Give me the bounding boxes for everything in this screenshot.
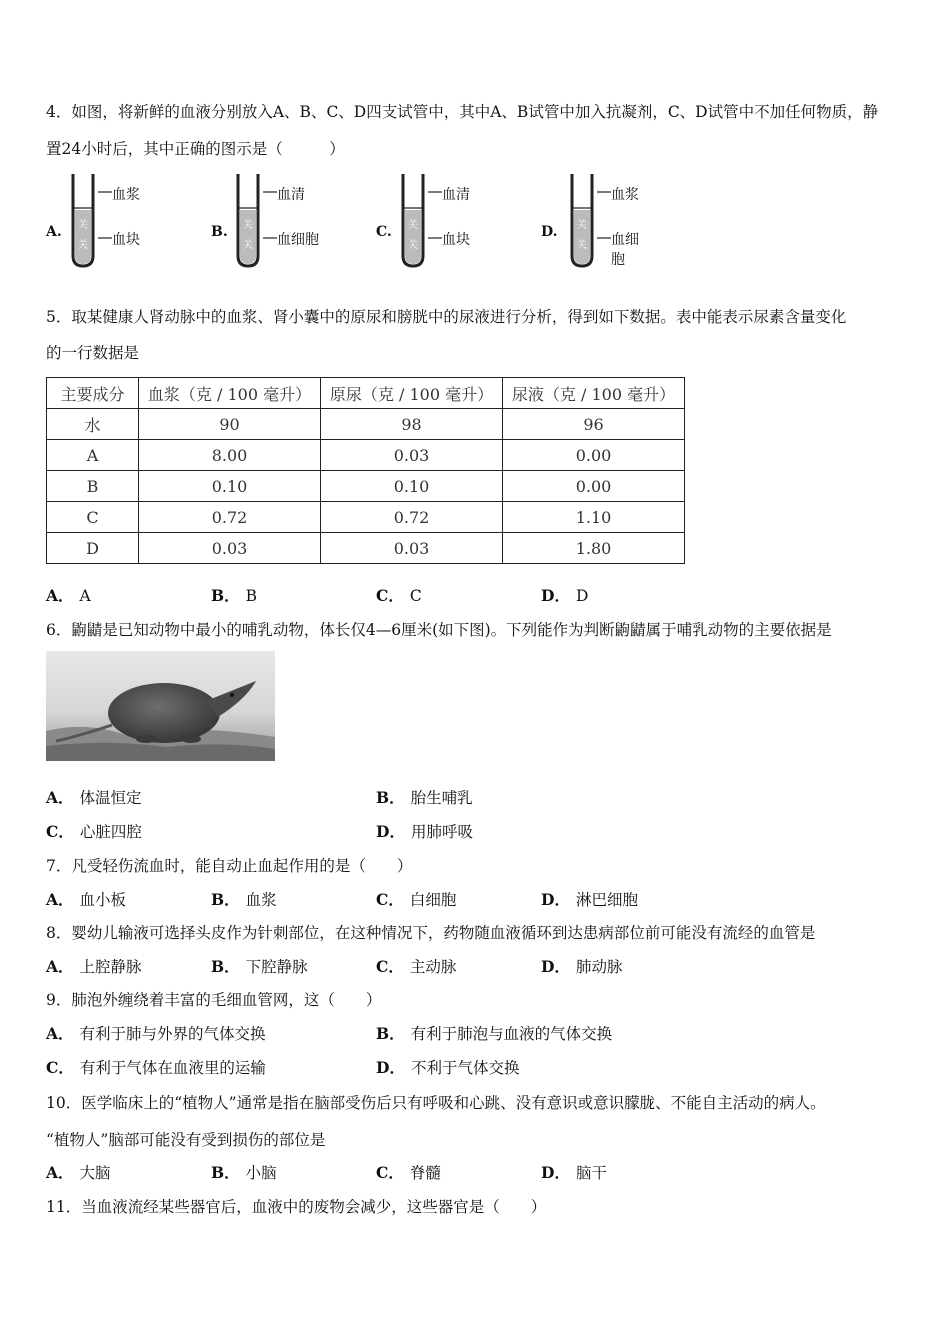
svg-text:关: 关 — [408, 240, 418, 251]
option-letter: D． — [541, 586, 570, 605]
svg-text:关: 关 — [78, 220, 88, 231]
table-row — [47, 440, 685, 471]
table-cell: 0.00 — [503, 440, 685, 471]
q9-option-c[interactable] — [46, 1058, 266, 1078]
table-cell: 1.10 — [503, 502, 685, 533]
option-letter: C． — [376, 890, 404, 909]
q7-option-c[interactable] — [376, 890, 456, 910]
option-text: 脊髓 — [409, 1164, 441, 1182]
q7-option-d[interactable] — [541, 890, 638, 910]
table-cell: 0.10 — [139, 471, 321, 502]
option-text: 心脏四腔 — [79, 823, 142, 841]
test-tube-b-icon — [235, 170, 265, 270]
option-letter: B． — [211, 890, 240, 909]
q10-stem-line1: 10．医学临床上的“植物人”通常是指在脑部受伤后只有呼吸和心跳、没有意识或意识朦胧、不能自主活动的病人。 — [46, 1094, 826, 1112]
svg-text:关: 关 — [408, 220, 418, 231]
table-header-cell: 主要成分 — [47, 378, 139, 409]
q6-option-c[interactable] — [46, 822, 142, 842]
q5-stem-line1: 5．取某健康人肾动脉中的血浆、肾小囊中的原尿和膀胱中的尿液进行分析，得到如下数据。表中能表示尿素含量变化 — [46, 308, 847, 326]
option-letter: C． — [376, 1163, 404, 1182]
option-text: 胎生哺乳 — [410, 789, 473, 807]
q5-option-b[interactable] — [211, 586, 257, 606]
svg-text:关: 关 — [243, 220, 253, 231]
option-text: 主动脉 — [409, 958, 457, 976]
table-cell: 0.03 — [321, 533, 503, 564]
option-letter: B． — [211, 957, 240, 976]
option-letter: D． — [541, 1163, 570, 1182]
q7-option-a[interactable] — [46, 890, 126, 910]
option-text: 有利于肺与外界的气体交换 — [79, 1025, 266, 1043]
q10-option-c[interactable] — [376, 1163, 441, 1183]
option-text: 脑干 — [575, 1164, 607, 1182]
q10-option-d[interactable] — [541, 1163, 607, 1183]
option-text: 下腔静脉 — [245, 958, 308, 976]
svg-text:关: 关 — [78, 240, 88, 251]
table-cell: 0.72 — [139, 502, 321, 533]
table-cell: 90 — [139, 409, 321, 440]
q6-option-b[interactable] — [376, 788, 473, 808]
q4-c-bottom-label: 血块 — [442, 232, 470, 248]
option-letter: D． — [376, 822, 405, 841]
option-text: 血浆 — [245, 891, 277, 909]
q8-option-d[interactable] — [541, 957, 622, 977]
q10-stem-line2: “植物人”脑部可能没有受到损伤的部位是 — [46, 1131, 326, 1149]
q4-d-bottom-label: 血细胞 — [611, 232, 639, 268]
table-header-row — [47, 378, 685, 409]
q6-option-a[interactable] — [46, 788, 142, 808]
q10-option-a[interactable] — [46, 1163, 111, 1183]
q9-option-a[interactable] — [46, 1024, 266, 1044]
test-tube-d-icon — [569, 170, 599, 270]
option-text: 有利于气体在血液里的运输 — [79, 1059, 266, 1077]
option-text: D — [575, 587, 589, 605]
option-text: 用肺呼吸 — [410, 823, 473, 841]
table-cell: B — [47, 471, 139, 502]
q4-stem-line1: 4．如图，将新鲜的血液分别放入A、B、C、D四支试管中，其中A、B试管中加入抗凝剂，C、D试管中不加任何物质，静 — [46, 103, 879, 121]
q4-option-a[interactable] — [46, 168, 156, 268]
q5-option-d[interactable] — [541, 586, 588, 606]
svg-text:关: 关 — [243, 240, 253, 251]
option-letter: D． — [541, 890, 570, 909]
option-letter: D． — [376, 1058, 405, 1077]
q4-b-bottom-label: 血细胞 — [277, 232, 319, 248]
q4-b-top-label: 血清 — [277, 187, 305, 203]
option-text: C — [409, 587, 422, 605]
table-cell: 98 — [321, 409, 503, 440]
option-letter: A． — [46, 957, 74, 976]
q8-option-c[interactable] — [376, 957, 456, 977]
option-text: 体温恒定 — [79, 789, 142, 807]
table-cell: D — [47, 533, 139, 564]
svg-text:关: 关 — [577, 240, 587, 251]
table-row — [47, 471, 685, 502]
q4-option-c[interactable] — [376, 168, 486, 268]
option-letter: B． — [211, 586, 240, 605]
option-text: 不利于气体交换 — [410, 1059, 520, 1077]
q8-option-a[interactable] — [46, 957, 142, 977]
q4-c-top-label: 血清 — [442, 187, 470, 203]
q4-d-top-label: 血浆 — [611, 187, 639, 203]
table-row — [47, 409, 685, 440]
option-text: 小脑 — [245, 1164, 277, 1182]
option-text: 血小板 — [79, 891, 127, 909]
option-letter: B． — [211, 1163, 240, 1182]
q9-stem: 9．肺泡外缠绕着丰富的毛细血管网，这（ ） — [46, 991, 382, 1009]
option-text: 淋巴细胞 — [575, 891, 638, 909]
table-row — [47, 533, 685, 564]
q5-option-c[interactable] — [376, 586, 422, 606]
q5-stem-line2: 的一行数据是 — [46, 344, 140, 362]
option-text: B — [245, 587, 257, 605]
option-text: 有利于肺泡与血液的气体交换 — [410, 1025, 613, 1043]
q4-option-b-letter: B. — [211, 224, 228, 240]
table-cell: A — [47, 440, 139, 471]
q9-option-b[interactable] — [376, 1024, 612, 1044]
q4-option-a-letter: A. — [46, 224, 62, 240]
q4-a-bottom-label: 血块 — [112, 232, 140, 248]
q4-option-d[interactable] — [541, 168, 651, 268]
table-header-cell: 血浆（克 / 100 毫升） — [139, 378, 321, 409]
option-text: 白细胞 — [409, 891, 457, 909]
q7-stem: 7．凡受轻伤流血时，能自动止血起作用的是（ ） — [46, 857, 413, 875]
q4-option-c-letter: C. — [376, 224, 392, 240]
table-cell: 1.80 — [503, 533, 685, 564]
option-letter: C． — [376, 957, 404, 976]
q4-a-top-label: 血浆 — [112, 187, 140, 203]
q4-stem-line2: 置24小时后，其中正确的图示是（ ） — [46, 140, 345, 158]
table-cell: 8.00 — [139, 440, 321, 471]
table-row — [47, 502, 685, 533]
table-cell: 0.10 — [321, 471, 503, 502]
svg-text:关: 关 — [577, 220, 587, 231]
table-cell: 0.00 — [503, 471, 685, 502]
q9-option-d[interactable] — [376, 1058, 519, 1078]
test-tube-c-icon — [400, 170, 430, 270]
shrew-photo — [46, 651, 275, 761]
option-letter: C． — [376, 586, 404, 605]
q8-stem: 8．婴幼儿输液可选择头皮作为针刺部位，在这种情况下，药物随血液循环到达患病部位前可能没有流经的血管是 — [46, 924, 816, 942]
q11-stem: 11．当血液流经某些器官后，血液中的废物会减少，这些器官是（ ） — [46, 1198, 547, 1216]
q6-stem: 6．鼩鼱是已知动物中最小的哺乳动物，体长仅4—6厘米(如下图)。下列能作为判断鼩鼱属于哺乳动物的主要依据是 — [46, 621, 832, 639]
q5-data-table — [46, 377, 685, 564]
table-cell: 水 — [47, 409, 139, 440]
q4-option-d-letter: D. — [541, 224, 558, 240]
option-letter: B． — [376, 1024, 405, 1043]
q10-option-b[interactable] — [211, 1163, 277, 1183]
option-text: 上腔静脉 — [79, 958, 142, 976]
table-cell: C — [47, 502, 139, 533]
option-letter: A． — [46, 890, 74, 909]
table-cell: 0.72 — [321, 502, 503, 533]
option-text: A — [79, 587, 91, 605]
table-header-cell: 原尿（克 / 100 毫升） — [321, 378, 503, 409]
option-letter: C． — [46, 822, 74, 841]
q8-option-b[interactable] — [211, 957, 308, 977]
option-letter: A． — [46, 1163, 74, 1182]
option-letter: B． — [376, 788, 405, 807]
option-letter: A． — [46, 1024, 74, 1043]
q7-option-b[interactable] — [211, 890, 277, 910]
option-letter: C． — [46, 1058, 74, 1077]
q5-option-a[interactable] — [46, 586, 91, 606]
q6-option-d[interactable] — [376, 822, 473, 842]
option-text: 大脑 — [79, 1164, 111, 1182]
option-letter: A． — [46, 586, 74, 605]
table-cell: 96 — [503, 409, 685, 440]
option-text: 肺动脉 — [575, 958, 623, 976]
table-cell: 0.03 — [321, 440, 503, 471]
table-cell: 0.03 — [139, 533, 321, 564]
test-tube-a-icon — [70, 170, 100, 270]
q4-option-b[interactable] — [211, 168, 321, 268]
table-header-cell: 尿液（克 / 100 毫升） — [503, 378, 685, 409]
option-letter: D． — [541, 957, 570, 976]
option-letter: A． — [46, 788, 74, 807]
